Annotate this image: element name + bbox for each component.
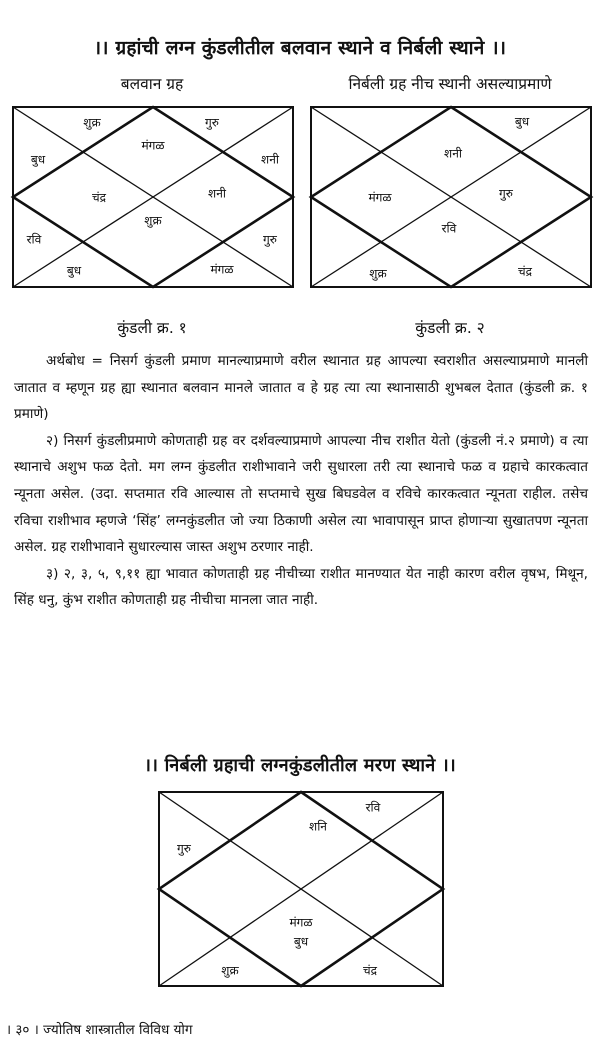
chart1-house-1: मंगळ: [141, 138, 165, 153]
chart3-house-7-b: बुध: [293, 934, 309, 949]
chart3-house-8: चंद्र: [363, 963, 377, 978]
chart3-house-6: शुक्र: [221, 963, 239, 978]
chart1-house-8: मंगळ: [210, 262, 234, 277]
chart1-heading: बलवान ग्रह: [120, 75, 184, 93]
kundali-chart-1: [12, 106, 294, 288]
paragraph-2: २) निसर्ग कुंडलीप्रमाणे कोणताही ग्रह वर दर्शवल्याप्रमाणे आपल्या नीच राशीत येतो (कुंडली नं.२ प्रमाणे) व त्या स्थानाचे अशुभ फळ देतो. मग लग्न कुंडलीत राशीभावाने जरी सुधारला तरी त्या स्थानाचे फळ व ग्रहाचे कारकत्वात न्यूनता असेल. (उदा. सप्तमात रवि आल्यास तो सप्तमाचे सुख बिघडवेल व रविचे कारकत्वात न्यूनता राहील. तसेच रविचा राशीभाव म्हणजे ‘सिंह’ लग्नकुंडलीत जो ज्या ठिकाणी असेल त्या भावापासून प्राप्त होणाऱ्या सुखातपण न्यूनता असेल. ग्रह राशीभावाने सुधारल्यास जास्त अशुभ ठरणार नाही.: [14, 432, 588, 556]
chart2-house-4: मंगळ: [368, 190, 392, 205]
kundali-chart-2: [310, 106, 592, 288]
chart1-house-12: गुरु: [205, 115, 219, 130]
chart3-house-12: रवि: [365, 800, 381, 815]
body-text: [14, 348, 588, 614]
chart1-house-3: बुध: [30, 152, 46, 167]
chart2-house-12: बुध: [514, 114, 530, 129]
chart2-house-6: शुक्र: [369, 266, 387, 281]
page-title: ।। ग्रहांची लग्न कुंडलीतील बलवान स्थाने व निर्बली स्थाने ।।: [93, 37, 507, 59]
chart1-house-9: गुरु: [263, 232, 277, 247]
chart2-house-10: गुरु: [499, 186, 513, 201]
chart2-house-8: चंद्र: [518, 264, 532, 279]
chart3-house-2: गुरु: [177, 841, 191, 856]
chart1-caption: कुंडली क्र. १: [117, 319, 187, 337]
chart2-house-7: रवि: [441, 221, 457, 236]
chart1-house-6: बुध: [66, 263, 82, 278]
chart3-house-1: शनि: [309, 819, 327, 834]
kundali-chart-3: [158, 791, 444, 987]
chart1-house-10: शनी: [208, 186, 226, 201]
chart2-heading: निर्बली ग्रह नीच स्थानी असल्याप्रमाणे: [348, 75, 552, 93]
chart2-house-1: शनी: [444, 146, 462, 161]
chart1-house-11: शनी: [261, 152, 279, 167]
chart1-house-5: रवि: [26, 232, 42, 247]
paragraph-1: अर्थबोध = निसर्ग कुंडली प्रमाण मानल्याप्रमाणे वरील स्थानात ग्रह आपल्या स्वराशीत असल्याप्रमाणे मानली जातात व म्हणून ग्रह ह्या स्थानात बलवान मानले जातात व हे ग्रह त्या त्या स्थानासाठी शुभबल देतात (कुंडली क्र. १ प्रमाणे): [14, 353, 588, 423]
chart3-house-7-a: मंगळ: [289, 915, 313, 930]
page-footer: । ३० । ज्योतिष शास्त्रातील विविध योग: [6, 1022, 193, 1038]
section-2-title: ।। निर्बली ग्रहाची लग्नकुंडलीतील मरण स्थाने ।।: [144, 755, 456, 776]
chart1-house-2: शुक्र: [83, 115, 101, 130]
paragraph-3: ३) २, ३, ५, ९,११ ह्या भावात कोणताही ग्रह नीचीच्या राशीत मानण्यात येत नाही कारण वरील वृषभ, मिथून, सिंह धनु, कुंभ राशीत कोणताही ग्रह नीचीचा मानला जात नाही.: [14, 565, 588, 609]
chart2-caption: कुंडली क्र. २: [415, 319, 485, 337]
chart1-house-7: शुक्र: [144, 213, 162, 228]
chart1-house-4: चंद्र: [92, 190, 106, 205]
